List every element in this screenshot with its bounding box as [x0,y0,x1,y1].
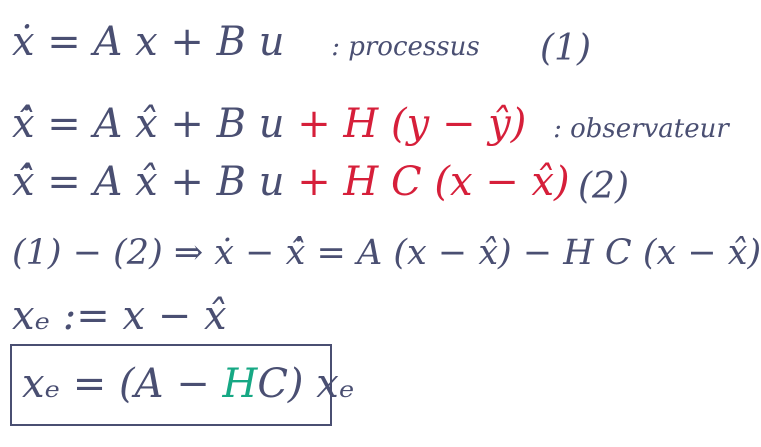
observer-substituted-term: + H C (x − x̂) [297,159,570,205]
equation-ref-2: (2) [578,166,629,207]
error-dynamics-equation [22,361,355,407]
observer-equation-substituted [12,159,570,205]
observer-equation-text: x̂̇ = A x̂ + B u [12,101,285,147]
boxed-error-dynamics [10,344,355,426]
process-label: : processus [331,32,480,62]
difference-equation-text: (1) − (2) ⇒ ẋ − x̂̇ = A (x − x̂) − H C (x − x̂) [12,233,761,273]
observer-correction-term: + H (y − ŷ) [297,101,527,147]
error-dynamics-left: xₑ = (A − [22,361,223,407]
error-dynamics-right: C) xₑ [257,361,355,407]
highlighted-gain: H [222,361,258,407]
error-definition-text: xₑ := x − x̂ [12,293,227,339]
process-equation-text: ẋ = A x + B u [12,19,285,65]
observer-label: : observateur [553,114,729,144]
process-equation [12,19,480,65]
observer-substituted-text: x̂̇ = A x̂ + B u [12,159,285,205]
error-definition [12,293,227,339]
observer-equation [12,101,729,147]
equation-ref-1: (1) [540,28,591,69]
difference-equation [12,233,761,273]
